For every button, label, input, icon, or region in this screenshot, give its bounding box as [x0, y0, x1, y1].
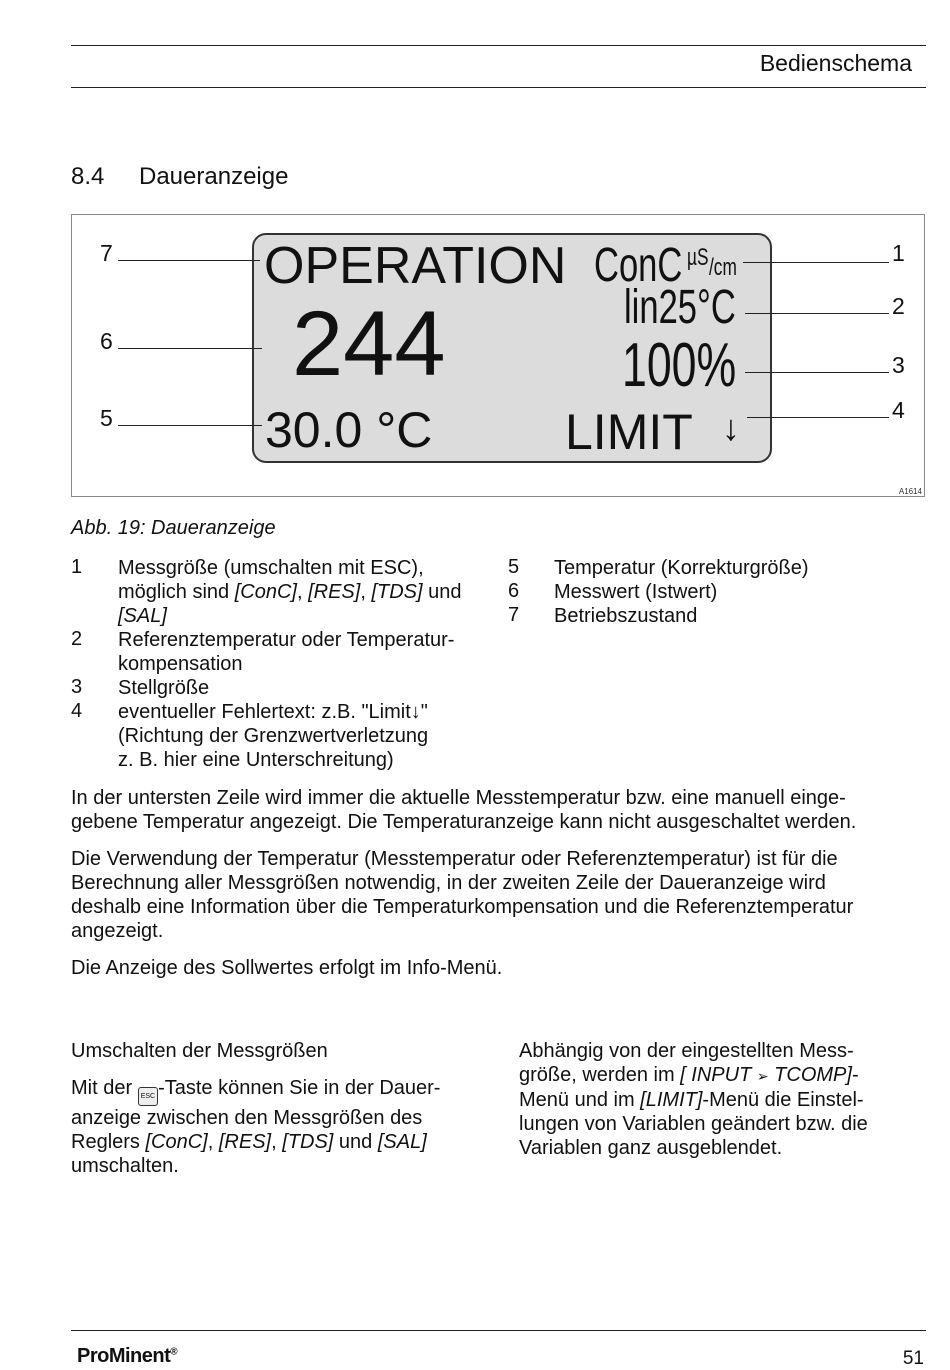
lcd-actuating: 100%	[622, 331, 737, 400]
legend-num-5: 5	[508, 556, 520, 578]
subsection-title: Umschalten der Messgrößen	[71, 1040, 328, 1062]
paragraph-2: Die Verwendung der Temperatur (Messtemperatur oder Referenztemperatur) ist für die Berechnung aller Messgrößen notwendig, in der zweiten Zeile der Daueranzeige wird deshalb eine Information über die Temperaturkompensation und die Referenztemperatur angezeigt.	[71, 848, 854, 942]
legend-num-2: 2	[71, 628, 83, 650]
arrow-right-icon: ➢	[756, 1068, 769, 1084]
legend-item-1: Messgröße (umschalten mit ESC), möglich sind [ConC], [RES], [TDS] und [SAL]	[118, 557, 462, 627]
legend-item-7: Betriebszustand	[554, 605, 698, 627]
callout-7: 7	[100, 240, 113, 266]
callout-4: 4	[892, 397, 905, 423]
footer-rule	[71, 1330, 926, 1331]
legend-num-6: 6	[508, 580, 520, 602]
brand-logo: ProMinent®	[77, 1345, 178, 1367]
lcd-error: LIMIT	[565, 404, 693, 460]
leader-6	[118, 348, 262, 349]
lcd-unit-top: µS	[687, 244, 709, 271]
section-title: Daueranzeige	[139, 163, 289, 190]
leader-1	[743, 262, 889, 263]
section-number: 8.4	[71, 163, 105, 190]
subsection-right-text: Abhängig von der eingestellten Mess- größe, werden im [ INPUT ➢ TCOMP]- Menü und im [LIMIT]-Menü die Einstel- lungen von Variablen geändert bzw. die Variablen ganz ausgeblendet.	[519, 1040, 868, 1159]
legend-item-2: Referenztemperatur oder Temperatur- kompensation	[118, 629, 455, 675]
leader-2	[745, 313, 889, 314]
lcd-measurand: ConC	[594, 239, 683, 292]
legend-item-4: eventueller Fehlertext: z.B. "Limit↓" (Richtung der Grenzwertverletzung z. B. hier eine Unterschreitung)	[118, 701, 429, 771]
callout-3: 3	[892, 352, 905, 378]
header-bottom-rule	[71, 87, 926, 88]
leader-5	[118, 425, 262, 426]
legend-num-1: 1	[71, 556, 83, 578]
legend-num-4: 4	[71, 700, 83, 722]
legend-item-5: Temperatur (Korrekturgröße)	[554, 557, 809, 579]
legend-num-7: 7	[508, 604, 520, 626]
lcd-temperature: 30.0 °C	[265, 402, 433, 458]
legend-item-6: Messwert (Istwert)	[554, 581, 718, 603]
legend-item-3: Stellgröße	[118, 677, 210, 699]
paragraph-1: In der untersten Zeile wird immer die aktuelle Messtemperatur bzw. eine manuell einge- gebene Temperatur angezeigt. Die Temperaturanzeige kann nicht ausgeschaltet werden.	[71, 787, 857, 833]
figure-code: A1614	[898, 487, 922, 496]
callout-5: 5	[100, 405, 113, 431]
callout-6: 6	[100, 328, 113, 354]
lcd-error-arrow: ↓	[722, 407, 740, 448]
leader-7	[118, 260, 260, 261]
lcd-unit-bottom: /cm	[709, 254, 737, 281]
subsection-left-text: Mit der ESC -Taste können Sie in der Dauer- anzeige zwischen den Messgrößen des Reglers [ConC], [RES], [TDS] und [SAL] umschalten.	[71, 1077, 441, 1177]
figure-caption: Abb. 19: Daueranzeige	[71, 517, 276, 539]
leader-3	[745, 372, 889, 373]
header-top-rule	[71, 45, 926, 46]
lcd-status: OPERATION	[264, 237, 567, 295]
paragraph-3: Die Anzeige des Sollwertes erfolgt im Info-Menü.	[71, 957, 503, 979]
lcd-value: 244	[292, 293, 446, 395]
callout-1: 1	[892, 240, 905, 266]
esc-key-icon: ESC	[138, 1087, 158, 1106]
lcd-reference: lin25°C	[624, 281, 736, 334]
page-number: 51	[902, 1348, 924, 1369]
legend-num-3: 3	[71, 676, 83, 698]
leader-4	[747, 417, 889, 418]
running-header: Bedienschema	[759, 50, 912, 76]
callout-2: 2	[892, 293, 905, 319]
